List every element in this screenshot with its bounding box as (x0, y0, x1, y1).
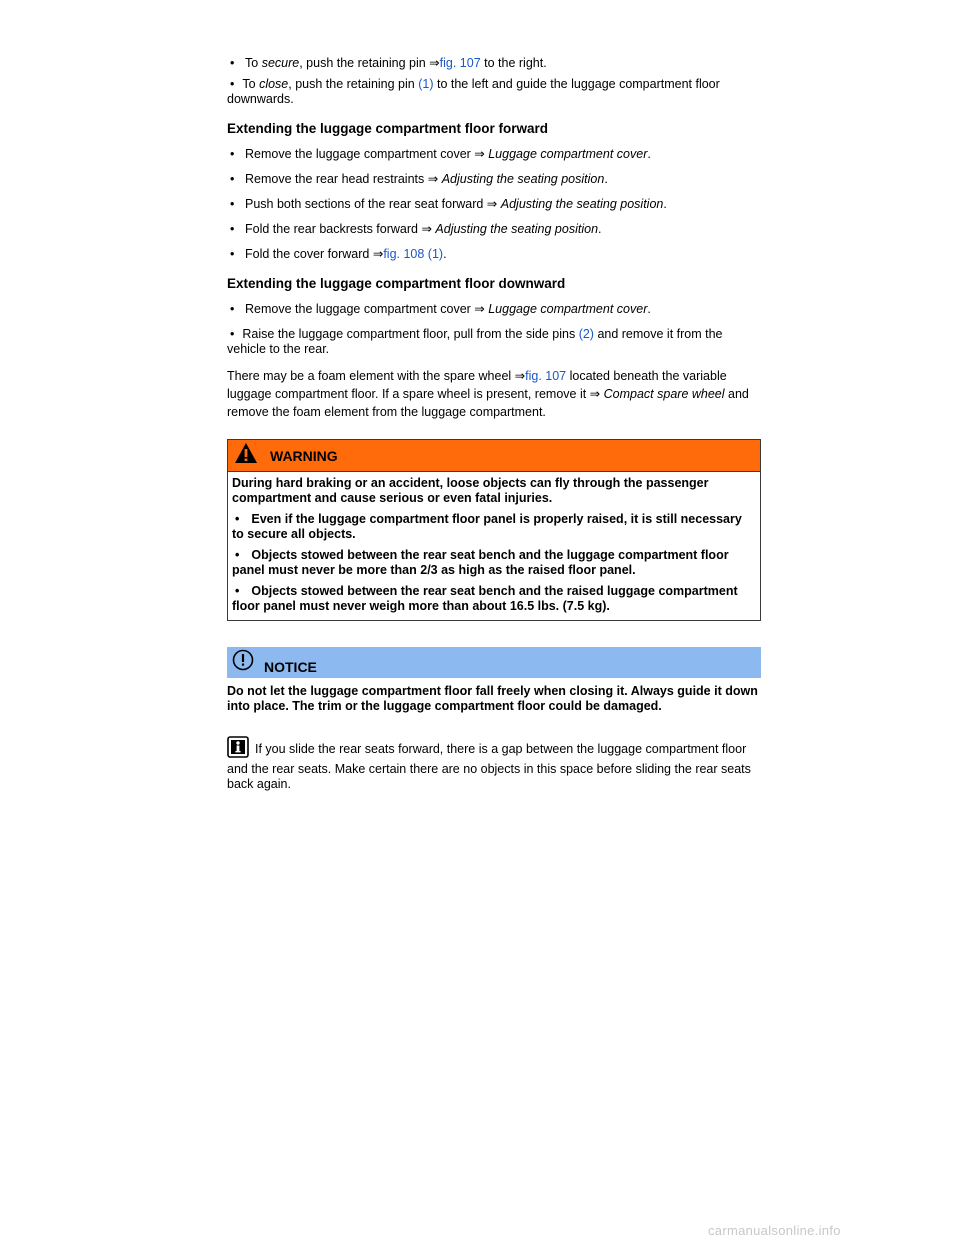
forward-item-1: • Remove the luggage compartment cover ⇒ Luggage compartment cover. (230, 147, 651, 161)
note-paragraph: If you slide the rear seats forward, there is a gap between the luggage compartment floor and the rear seats. Make certain there are no objects in this space before sliding the rear seats back again. (227, 736, 761, 792)
bullet-close: • To close, push the retaining pin (1) to the left and guide the luggage compartment floor downwards. (227, 77, 720, 106)
link-fig-107[interactable]: fig. 107 (439, 56, 481, 70)
bullet-dot: • (235, 512, 240, 526)
bullet-secure: • To secure, push the retaining pin ⇒fig. 107 to the right. (230, 56, 547, 70)
downward-item-2: • Raise the luggage compartment floor, pull from the side pins (2) and remove it from the vehicle to the rear. (227, 327, 723, 356)
watermark: carmanualsonline.info (708, 1223, 841, 1238)
bullet-dot: • (230, 302, 235, 316)
link-fig-107[interactable]: fig. 107 (525, 369, 567, 383)
bullet-dot: • (235, 584, 240, 598)
bullet-dot: • (230, 172, 235, 186)
warning-body (228, 472, 760, 620)
heading-downward: Extending the luggage compartment floor downward (227, 276, 566, 291)
spare-wheel-paragraph: There may be a foam element with the spare wheel ⇒fig. 107 located beneath the variable luggage compartment floor. If a spare wheel is present, remove it ⇒ Compact spare wheel and remove the foam element from the luggage compartment. (227, 369, 749, 419)
warning-item: • Objects stowed between the rear seat bench and the raised luggage compartment floor panel must never weigh more than about 16.5 lbs. (7.5 kg). (232, 584, 738, 613)
notice-header (227, 647, 761, 678)
link-fig-108[interactable]: fig. 108 (1) (383, 247, 444, 261)
forward-item-2: • Remove the rear head restraints ⇒ Adjusting the seating position. (230, 172, 608, 186)
downward-item-1: • Remove the luggage compartment cover ⇒ Luggage compartment cover. (230, 302, 651, 316)
warning-lead: During hard braking or an accident, loose objects can fly through the passenger compartment and cause serious or even fatal injuries. (232, 476, 709, 505)
ref-link[interactable]: Compact spare wheel (603, 387, 725, 401)
link-pin-1[interactable]: (1) (418, 77, 434, 91)
warning-box (227, 439, 761, 621)
ref-link[interactable]: Adjusting the seating position (441, 172, 605, 186)
warning-title: WARNING (270, 447, 338, 464)
bullet-dot: • (230, 56, 235, 70)
bullet-dot: • (230, 197, 235, 211)
heading-forward: Extending the luggage compartment floor forward (227, 121, 549, 136)
warning-triangle-icon (234, 442, 258, 469)
notice-title: NOTICE (264, 658, 317, 675)
manual-page (227, 56, 761, 805)
warning-item: • Objects stowed between the rear seat bench and the luggage compartment floor panel must never be more than 2/3 as high as the raised floor panel. (232, 548, 729, 577)
forward-item-4: • Fold the rear backrests forward ⇒ Adjusting the seating position. (230, 222, 602, 236)
bullet-dot: • (230, 327, 235, 341)
ref-link[interactable]: Adjusting the seating position (500, 197, 664, 211)
bullet-dot: • (235, 548, 240, 562)
info-icon (227, 736, 249, 762)
exclamation-circle-icon (232, 649, 254, 676)
bullet-dot: • (230, 247, 235, 261)
bullet-dot: • (230, 77, 235, 91)
ref-link[interactable]: Luggage compartment cover (488, 147, 648, 161)
warning-header (228, 440, 760, 472)
ref-link[interactable]: Adjusting the seating position (435, 222, 599, 236)
bullet-dot: • (230, 222, 235, 236)
notice-text: Do not let the luggage compartment floor fall freely when closing it. Always guide it down into place. The trim or the luggage compartment floor could be damaged. (227, 684, 758, 713)
link-pin-2[interactable]: (2) (578, 327, 594, 341)
warning-item: • Even if the luggage compartment floor panel is properly raised, it is still necessary to secure all objects. (232, 512, 742, 541)
ref-link[interactable]: Luggage compartment cover (488, 302, 648, 316)
bullet-dot: • (230, 147, 235, 161)
forward-item-3: • Push both sections of the rear seat forward ⇒ Adjusting the seating position. (230, 197, 667, 211)
forward-item-5: • Fold the cover forward ⇒fig. 108 (1). (230, 247, 447, 261)
